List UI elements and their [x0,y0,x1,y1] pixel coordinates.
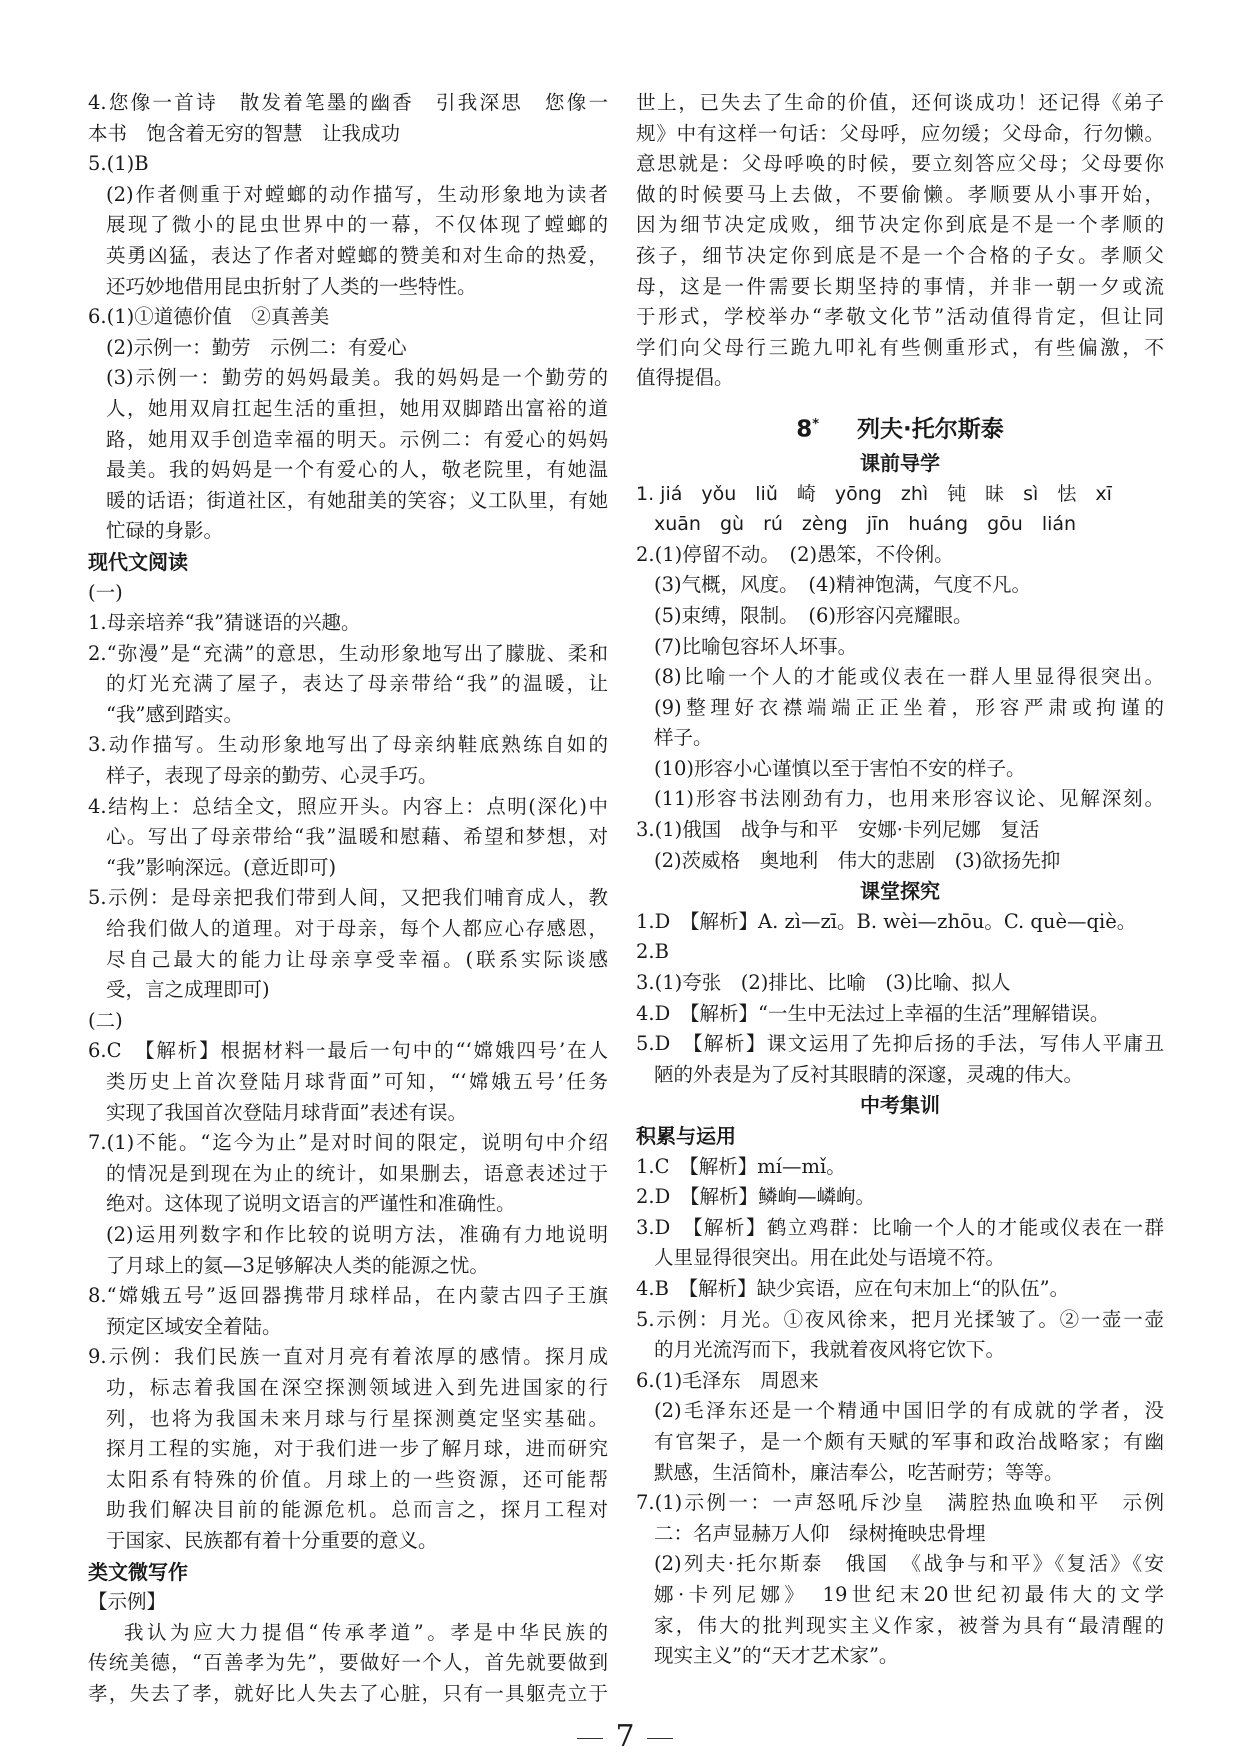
text-line: 2.B [636,940,669,964]
text-line: 人里显得很突出。用在此处与语境不符。 [654,1246,1006,1270]
text-line: 类历史上首次登陆月球背面”可知，“‘嫦娥五号’任务 [106,1070,608,1093]
text-line: (2)列夫·托尔斯泰 俄国 《战争与和平》《复活》《安 [654,1552,1164,1576]
text-line: 6.(1)毛泽东 周恩来 [636,1368,819,1392]
text-line: 娜·卡列尼娜》 19世纪末20世纪初最伟大的文学 [654,1582,1164,1606]
text-line: 给我们做人的道理。对于母亲，每个人都应心存感恩， [106,917,608,941]
text-line: 意思就是：父母呼唤的时候，要立刻答应父母；父母要你 [636,152,1164,176]
pinyin-line: 1. jiá yǒu liǔ 崎 yōng zhì 钝 昧 sì 怯 xī [636,482,1112,505]
page-number-value: 7 [615,1719,635,1754]
page-number [560,1719,690,1754]
text-line: (2)运用列数字和作比较的说明方法，准确有力地说明 [106,1222,608,1246]
text-line: (2)茨威格 奥地利 伟大的悲剧 (3)欲扬先抑 [654,848,1061,872]
text-line: 4.D 【解析】“一生中无法过上幸福的生活”理解错误。 [636,1001,1110,1025]
text-line: 样子。 [654,726,713,750]
text-line: 二：名声显赫万人仰 绿树掩映忠骨埋 [654,1521,986,1545]
text-line: 暖的话语；街道社区，有她甜美的笑容；义工队里，有她 [106,488,608,512]
text-line: 世上，已失去了生命的价值，还何谈成功！还记得《弟子 [636,91,1164,114]
text-line: 因为细节决定成败，细节决定你到底是不是一个孝顺的 [636,213,1164,237]
text-line: (9)整理好衣襟端端正正坐着，形容严肃或拘谨的 [654,695,1164,719]
text-line: (3)示例一：勤劳的妈妈最美。我的妈妈是一个勤劳的 [106,366,608,390]
text-line: 功，标志着我国在深空探测领域进入到先进国家的行 [106,1375,608,1399]
section-heading-classroom: 课堂探究 [860,879,940,904]
text-line: 2.D 【解析】鳞峋—嶙峋。 [636,1185,875,1209]
text-line: 4.B 【解析】缺少宾语，应在句末加上“的队伍”。 [636,1276,1070,1300]
part-label: (二) [88,1008,123,1032]
dash-left [577,1738,603,1739]
lesson-number: 8 [796,416,813,443]
section-heading-micro-writing: 类文微写作 [88,1559,188,1584]
text-line: 探月工程的实施，对于我们进一步了解月球，进而研究 [106,1437,608,1461]
text-line: 的灯光充满了屋子，表达了母亲带给“我”的温暖，让 [106,672,608,696]
text-line: 我认为应大力提倡“传承孝道”。孝是中华民族的 [124,1620,608,1644]
text-line: 5.示例：月光。①夜风徐来，把月光揉皱了。②一壶一壶 [636,1307,1164,1331]
text-line: 现实主义”的“天才艺术家”。 [654,1644,899,1668]
text-line: 1.C 【解析】mí—mǐ。 [636,1154,846,1178]
text-line: 实现了我国首次登陆月球背面”表述有误。 [106,1100,467,1124]
text-line: 7.(1)不能。“迄今为止”是对时间的限定，说明句中介绍 [88,1131,608,1155]
text-line: (7)比喻包容坏人坏事。 [654,634,858,658]
text-line: 家，伟大的批判现实主义作家，被誉为具有“最清醒的 [654,1613,1164,1637]
text-line: 人，她用双肩扛起生活的重担，她用双脚踏出富裕的道 [106,396,608,420]
text-line: 3.动作描写。生动形象地写出了母亲纳鞋底熟练自如的 [88,733,608,757]
pinyin-line: xuān gù rú zèng jīn huáng gōu lián [654,513,1077,536]
text-line: 于形式，学校举办“孝敬文化节”活动值得肯定，但让同 [636,305,1164,329]
section-heading-modern-reading: 现代文阅读 [88,549,188,574]
part-label: (一) [88,580,123,604]
section-heading-accumulation: 积累与运用 [636,1124,736,1148]
text-line: 传统美德，“百善孝为先”，要做好一个人，首先就要做到 [88,1651,608,1675]
text-line: (11)形容书法刚劲有力，也用来形容议论、见解深刻。 [654,787,1164,811]
text-line: 9.示例：我们民族一直对月亮有着浓厚的感情。探月成 [88,1345,608,1369]
text-line: 还巧妙地借用昆虫折射了人类的一些特性。 [106,274,477,298]
text-line: 5.(1)B [88,152,149,176]
text-line: 4.结构上：总结全文，照应开头。内容上：点明(深化)中 [88,794,608,818]
text-line: 尽自己最大的能力让母亲享受幸福。(联系实际谈感 [106,947,608,971]
text-line: (8)比喻一个人的才能或仪表在一群人里显得很突出。 [654,665,1164,689]
text-line: 5.D 【解析】课文运用了先抑后扬的手法，写伟人平庸丑 [636,1032,1164,1056]
text-line: 列，也将为我国未来月球与行星探测奠定坚实基础。 [106,1406,608,1430]
text-line: 2.“弥漫”是“充满”的意思，生动形象地写出了朦胧、柔和 [88,641,608,665]
section-heading-pre-study: 课前导学 [860,450,940,475]
text-line: (3)气概，风度。 (4)精神饱满，气度不凡。 [654,573,1031,597]
text-line: 5.示例：是母亲把我们带到人间，又把我们哺育成人，教 [88,886,608,910]
text-line: (2)示例一：勤劳 示例二：有爱心 [106,335,407,359]
text-line: (2)作者侧重于对螳螂的动作描写，生动形象地为读者 [106,182,608,206]
text-line: 8.“嫦娥五号”返回器携带月球样品，在内蒙古四子王旗 [88,1284,608,1308]
text-line: 6.(1)①道德价值 ②真善美 [88,305,330,329]
lesson-title [636,402,1164,448]
text-line: 做的时候要马上去做，不要偷懒。孝顺要从小事开始， [636,182,1164,206]
text-line: 默感，生活简朴，廉洁奉公，吃苦耐劳；等等。 [654,1460,1064,1484]
text-line: 6.C 【解析】根据材料一最后一句中的“‘嫦娥四号’在人 [88,1039,608,1063]
example-label: 【示例】 [88,1590,167,1614]
text-line: 陋的外表是为了反衬其眼睛的深邃，灵魂的伟大。 [654,1062,1084,1086]
text-line: 学们向父母行三跪九叩礼有些侧重形式，有些偏激，不 [636,335,1164,359]
text-line: 受，言之成理即可) [106,978,270,1002]
section-heading-exam-training: 中考集训 [860,1093,940,1118]
text-line: 绝对。这体现了说明文语言的严谨性和准确性。 [106,1192,516,1216]
lesson-name: 列夫·托尔斯泰 [857,416,1004,443]
text-line: 英勇凶猛，表达了作者对螳螂的赞美和对生命的热爱， [106,243,608,267]
left-column [88,88,608,1709]
text-line: 孝，失去了孝，就好比人失去了心脏，只有一具躯壳立于 [88,1681,608,1705]
text-line: 的情况是到现在为止的统计，如果删去，语意表述过于 [106,1161,608,1185]
text-line: 有官架子，是一个颇有天赋的军事和政治战略家；有幽 [654,1429,1164,1453]
right-column [636,88,1164,1672]
text-line: (10)形容小心谨慎以至于害怕不安的样子。 [654,756,1026,780]
text-line: 路，她用双手创造幸福的明天。示例二：有爱心的妈妈 [106,427,608,451]
text-line: 1.D 【解析】A. zì—zī。B. wèi—zhōu。C. què—qiè。 [636,909,1137,933]
text-line: 心。写出了母亲带给“我”温暖和慰藉、希望和梦想，对 [106,825,608,849]
text-line: 母，这是一件需要长期坚持的事情，并非一朝一夕或流 [636,274,1164,298]
dash-right [647,1738,673,1739]
text-line: 孩子，细节决定你到底是不是一个合格的子女。孝顺父 [636,243,1164,267]
text-line: 样子，表现了母亲的勤劳、心灵手巧。 [106,764,438,788]
text-line: 于国家、民族都有着十分重要的意义。 [106,1528,438,1552]
text-line: 太阳系有特殊的价值。月球上的一些资源，还可能帮 [106,1467,608,1491]
lesson-mark: * [812,416,820,432]
text-line: “我”影响深远。(意近即可) [106,855,337,879]
text-line: 展现了微小的昆虫世界中的一幕，不仅体现了螳螂的 [106,213,608,237]
text-line: 2.(1)停留不动。 (2)愚笨，不伶俐。 [636,542,954,566]
text-line: 3.D 【解析】鹤立鸡群：比喻一个人的才能或仪表在一群 [636,1215,1164,1239]
text-line: 3.(1)夸张 (2)排比、比喻 (3)比喻、拟人 [636,971,1011,995]
text-line: 了月球上的氦—3足够解决人类的能源之忧。 [106,1253,489,1277]
text-line: 1.母亲培养“我”猜谜语的兴趣。 [88,611,361,635]
text-line: (5)束缚，限制。 (6)形容闪亮耀眼。 [654,603,973,627]
text-line: 规》中有这样一句话：父母呼，应勿缓；父母命，行勿懒。 [636,121,1164,145]
text-line: 4.您像一首诗 散发着笔墨的幽香 引我深思 您像一 [88,91,608,114]
text-line: 7.(1)示例一：一声怒吼斥沙皇 满腔热血唤和平 示例 [636,1491,1164,1515]
text-line: 值得提倡。 [636,366,734,390]
text-line: 预定区域安全着陆。 [106,1314,282,1338]
text-line: 本书 饱含着无穷的智慧 让我成功 [88,121,401,145]
text-line: 最美。我的妈妈是一个有爱心的人，敬老院里，有她温 [106,458,608,482]
text-line: (2)毛泽东还是一个精通中国旧学的有成就的学者，没 [654,1399,1164,1423]
text-line: “我”感到踏实。 [106,702,243,726]
text-line: 助我们解决目前的能源危机。总而言之，探月工程对 [106,1498,608,1522]
text-line: 的月光流泻而下，我就着夜风将它饮下。 [654,1338,1006,1362]
text-line: 3.(1)俄国 战争与和平 安娜·卡列尼娜 复活 [636,818,1040,842]
text-line: 忙碌的身影。 [106,519,224,543]
